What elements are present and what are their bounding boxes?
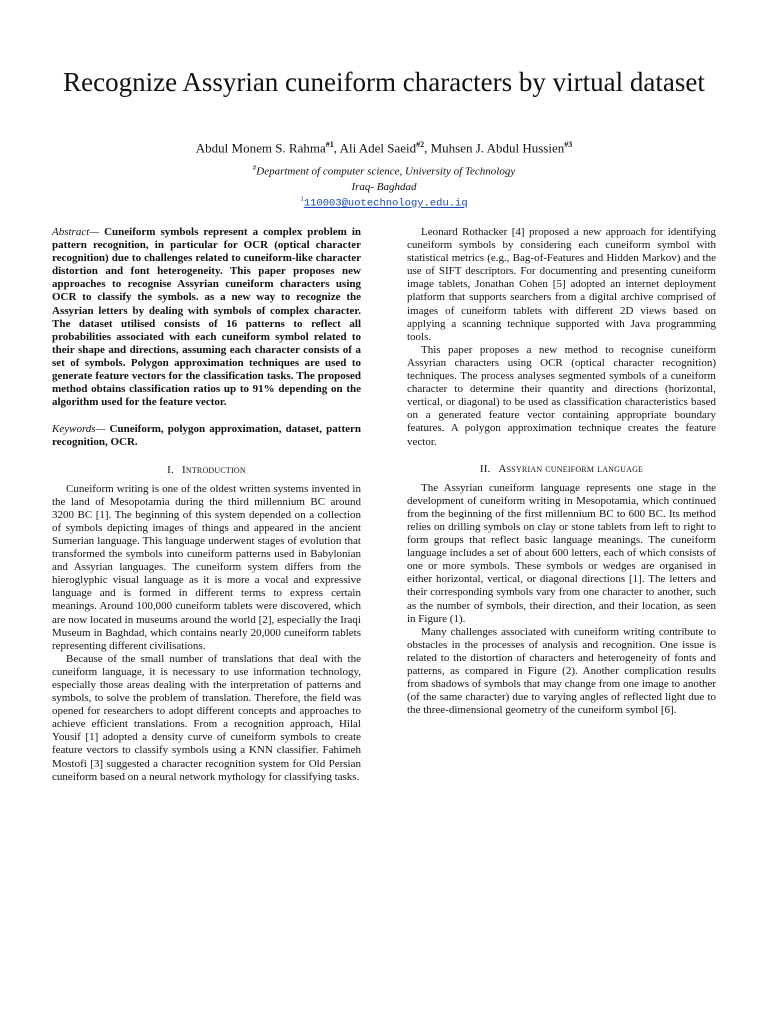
author-mark: #2: [416, 140, 425, 149]
paragraph: Because of the small number of translations that deal with the cuneiform language, it is necessary to use information technology, especially those areas dealing with the interpretation of patterns and symbols, to solve the problem of translation. Therefore, the field was opened for researchers to adopt different concepts and approaches to achieve efficient translations. From a recognition approach, Hilal Yousif [1] adopted a density curve of cuneiform symbols to create feature vectors to classify symbols using a KNN classifier. Fahimeh Mostofi [3] suggested a character recognition system for Old Persian cuneiform based on a neural network mythology for classifying tasks.: [52, 652, 361, 783]
paragraph: Cuneiform writing is one of the oldest written systems invented in the land of Mesopotamia during the third millennium BC around 3200 BC [1]. The beginning of this system depended on a collection of symbols depicting images of things and appeared in the ancient Sumerian language. This language underwent stages of evolution that transformed the symbols into cuneiform patterns used in Babylonian and Assyrian languages. The cuneiform system differs from the hieroglyphic visual language as it is more a vocal and expressive language and is formed in different terms to express certain meanings. Around 100,000 cuneiform tablets were discovered, which are now located in museums around the world [2], especially the Iraqi Museum in Baghdad, which contains nearly 20,000 cuneiform tablets representing different civilisations.: [52, 482, 361, 652]
abstract: Abstract— Cuneiform symbols represent a complex problem in pattern recognition, in particular for OCR (optical character recognition) due to challenges related to cuneiform-like character distortion and font heterogeneity. This paper proposes new approaches to recognise Assyrian cuneiform characters using OCR to classify the symbols. as a new way to recognize the Assyrian letters by dealing with symbols of complex character. The dataset utilised consists of 16 patterns to reflect all probabilities associated with each cuneiform symbol related to their shape and directions, assuming each character consists of a set of symbols. Polygon approximation techniques are used to generate feature vectors for the classification tasks. The proposed method obtains classification ratios up to 91% depending on the algorithm used for the feature vector.: [52, 226, 361, 409]
section-number: II.: [479, 462, 491, 475]
email-mark: 1: [300, 195, 304, 203]
section-title: Introduction: [181, 463, 246, 476]
keywords: Keywords— Cuneiform, polygon approximation, dataset, pattern recognition, OCR.: [52, 423, 361, 449]
author-name: Ali Adel Saeid: [339, 140, 417, 156]
paragraph: The Assyrian cuneiform language represents one stage in the development of cuneiform writing in Mesopotamia, which continued from the beginning of the first millennium BC to 600 BC. Its method relies on drilling symbols on clay or stone tablets from left to right to form groups that reflect basic language meanings. The cuneiform language includes a set of about 600 letters, each of which consists of one or more symbols. These symbols or wedges are organised in either horizontal, vertical, or diagonal directions [1]. The letters and their corresponding symbols vary from one character to another, such as the number of symbols, their direction, and their location, as seen in Figure (1).: [407, 481, 716, 625]
abstract-label: Abstract: [52, 226, 90, 238]
author-name: Abdul Monem S. Rahma: [195, 140, 326, 156]
author-line: Abdul Monem S. Rahma$^{\#1}$, Ali Adel Saeid$^{\#2}$, Muhsen J. Abdul Hussien$^{\#3}$: [195, 140, 573, 156]
section-heading: [52, 464, 361, 477]
affiliation-location: Iraq- Baghdad: [351, 180, 417, 193]
affiliation-department: Department of computer science, University of Technology: [256, 165, 516, 178]
section-heading: [407, 463, 716, 476]
right-column: [407, 226, 716, 717]
keywords-label: Keywords: [52, 423, 96, 436]
paper-title: Recognize Assyrian cuneiform characters by virtual dataset: [63, 67, 705, 97]
section-title: Assyrian cuneiform language: [498, 462, 644, 475]
author-mark: #1: [325, 140, 334, 149]
abstract-text: Cuneiform symbols represent a complex problem in pattern recognition, in particular for OCR (optical character recognition) due to challenges related to cuneiform-like character distortion and font heterogeneity. This paper proposes new approaches to recognise Assyrian cuneiform characters using OCR to classify the symbols. as a new way to recognize the Assyrian letters by dealing with symbols of complex character. The dataset utilised consists of 16 patterns to reflect all probabilities associated with each cuneiform symbol related to their shape and directions, assuming each character consists of a set of symbols. Polygon approximation techniques are used to generate feature vectors for the classification tasks. The proposed method obtains classification ratios up to 91% depending on the algorithm used for the feature vector.: [52, 226, 361, 409]
affiliation-mark: #: [252, 164, 257, 172]
paragraph: Leonard Rothacker [4] proposed a new approach for identifying cuneiform symbols by considering each cuneiform symbol with statistical metrics (e.g., Bag-of-Features and Hidden Markov) and the use of SIFT descriptors. For documenting and presenting cuneiform image tablets, Jonathan Cohen [5] adopted an internet deployment platform that supports searchers from a digital archive comprised of images of cuneiform tablets with different 2D views based on applying a scanning technique supported with Java programming tools.: [407, 226, 716, 343]
paragraph: This paper proposes a new method to recognise cuneiform Assyrian characters using OCR (optical character recognition) techniques. The process analyses segmented symbols of a cuneiform character to determine their quantity and directions (horizontal, vertical, or diagonal) to be used as classification characteristics based on a generated feature vector containing appropriate boundary features. A polygon approximation technique creates the feature vector.: [407, 343, 716, 448]
email-link[interactable]: 110003@uotechnology.edu.iq: [303, 197, 468, 210]
affiliation: [0, 161, 768, 195]
email-line: [0, 192, 768, 211]
section-number: I.: [167, 463, 174, 476]
author-mark: #3: [564, 140, 573, 149]
keywords-text: Cuneiform, polygon approximation, dataset, pattern recognition, OCR.: [52, 423, 361, 449]
author-name: Muhsen J. Abdul Hussien: [430, 140, 565, 156]
paragraph: Many challenges associated with cuneiform writing contribute to obstacles in the processes of analysis and recognition. One issue is related to the distortion of characters and heterogeneity of fonts and patterns, as compared in Figure (2). Another complication results from shadows of symbols that may change from one image to another (of the same character) due to varying angles of reflected light due to the three-dimensional geometry of the cuneiform symbol [6].: [407, 625, 716, 717]
left-column: [52, 226, 361, 784]
